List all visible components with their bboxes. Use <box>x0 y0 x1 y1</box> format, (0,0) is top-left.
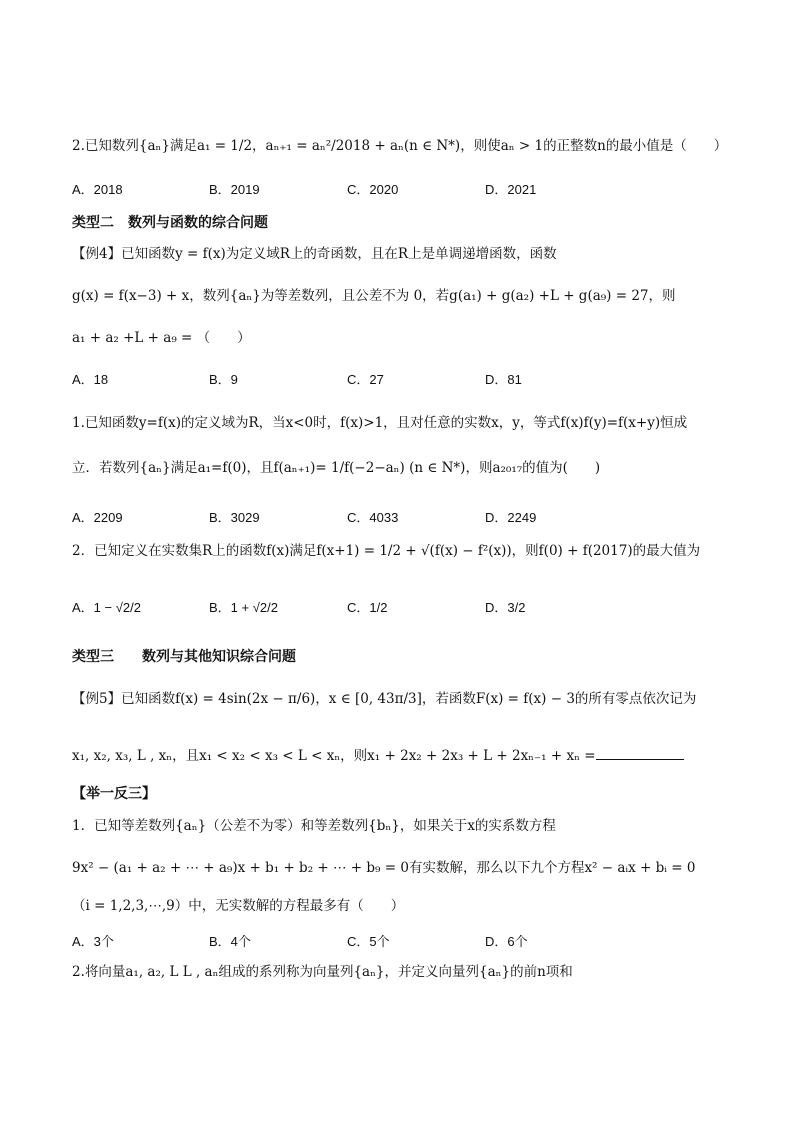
p2-line1: 2．已知定义在实数集R上的函数f(x)满足f(x+1) = 1/2 + √(f(x) − f²(x))，则f(0) + f(2017)的最大值为 <box>72 543 701 559</box>
example4-option-c: C．27 <box>347 372 384 387</box>
p1-option-b: B．3029 <box>209 510 260 525</box>
p2-option-d: D．3/2 <box>485 600 526 615</box>
p2-option-a: A．1 − √2/2 <box>72 600 141 615</box>
example4-option-b: B．9 <box>209 372 238 387</box>
practice-heading: 【举一反三】 <box>72 786 156 802</box>
q2-seq-option-b: B．2019 <box>209 182 260 197</box>
type3-heading: 类型三 数列与其他知识综合问题 <box>72 649 296 665</box>
p4-line1: 2.将向量a₁, a₂, L L , aₙ组成的系列称为向量列{aₙ}，并定义向量列{aₙ}的前n项和 <box>72 964 573 980</box>
p1-option-d: D．2249 <box>485 510 537 525</box>
example4-line2: g(x) = f(x−3) + x，数列{aₙ}为等差数列，且公差不为 0，若g(a₁) + g(a₂) +L + g(a₉) = 27，则 <box>72 288 676 304</box>
p3-option-a: A．3个 <box>72 934 114 949</box>
type2-heading: 类型二 数列与函数的综合问题 <box>72 215 268 231</box>
p3-line3: （i = 1,2,3,⋯,9）中，无实数解的方程最多有（ ） <box>72 898 405 914</box>
example5-line1: 【例5】已知函数f(x) = 4sin(2x − π/6)，x ∈ [0, 43π/3]，若函数F(x) = f(x) − 3的所有零点依次记为 <box>72 691 697 707</box>
p3-option-c: C．5个 <box>347 934 390 949</box>
p3-option-d: D．6个 <box>485 934 528 949</box>
p3-line1: 1．已知等差数列{aₙ}（公差不为零）和等差数列{bₙ}，如果关于x的实系数方程 <box>72 818 556 834</box>
p1-option-a: A．2209 <box>72 510 123 525</box>
p1-line2: 立．若数列{aₙ}满足a₁=f(0)，且f(aₙ₊₁)= 1/f(−2−aₙ) (n ∈ N*)，则a₂₀₁₇的值为( ) <box>72 460 601 476</box>
example5-line2: x₁, x₂, x₃, L , xₙ，且x₁ < x₂ < x₃ < L < xₙ，则x₁ + 2x₂ + 2x₃ + L + 2xₙ₋₁ + xₙ = <box>72 748 596 764</box>
p1-line1: 1.已知函数y=f(x)的定义域为R，当x<0时，f(x)>1，且对任意的实数x，y，等式f(x)f(y)=f(x+y)恒成 <box>72 415 688 431</box>
p1-option-c: C．4033 <box>347 510 399 525</box>
q2-seq-option-a: A．2018 <box>72 182 123 197</box>
p2-option-b: B．1 + √2/2 <box>209 600 278 615</box>
q2-seq-stem: 2.已知数列{aₙ}满足a₁ = 1/2，aₙ₊₁ = aₙ²/2018 + aₙ(n ∈ N*)，则使aₙ > 1的正整数n的最小值是（ ） <box>72 138 728 154</box>
example4-option-d: D．81 <box>485 372 522 387</box>
example4-option-a: A．18 <box>72 372 109 387</box>
p3-line2: 9x² − (a₁ + a₂ + ⋯ + a₉)x + b₁ + b₂ + ⋯ + b₉ = 0有实数解，那么以下九个方程x² − aᵢx + bᵢ = 0 <box>72 860 696 876</box>
p2-option-c: C．1/2 <box>347 600 388 615</box>
example4-line1: 【例4】已知函数y = f(x)为定义域R上的奇函数，且在R上是单调递增函数，函数 <box>72 246 557 262</box>
q2-seq-option-d: D．2021 <box>485 182 537 197</box>
q2-seq-option-c: C．2020 <box>347 182 399 197</box>
example5-line2-wrap <box>72 747 684 764</box>
example4-line3: a₁ + a₂ +L + a₉ = （ ） <box>72 330 251 346</box>
p3-option-b: B．4个 <box>209 934 251 949</box>
answer-blank <box>596 747 684 760</box>
